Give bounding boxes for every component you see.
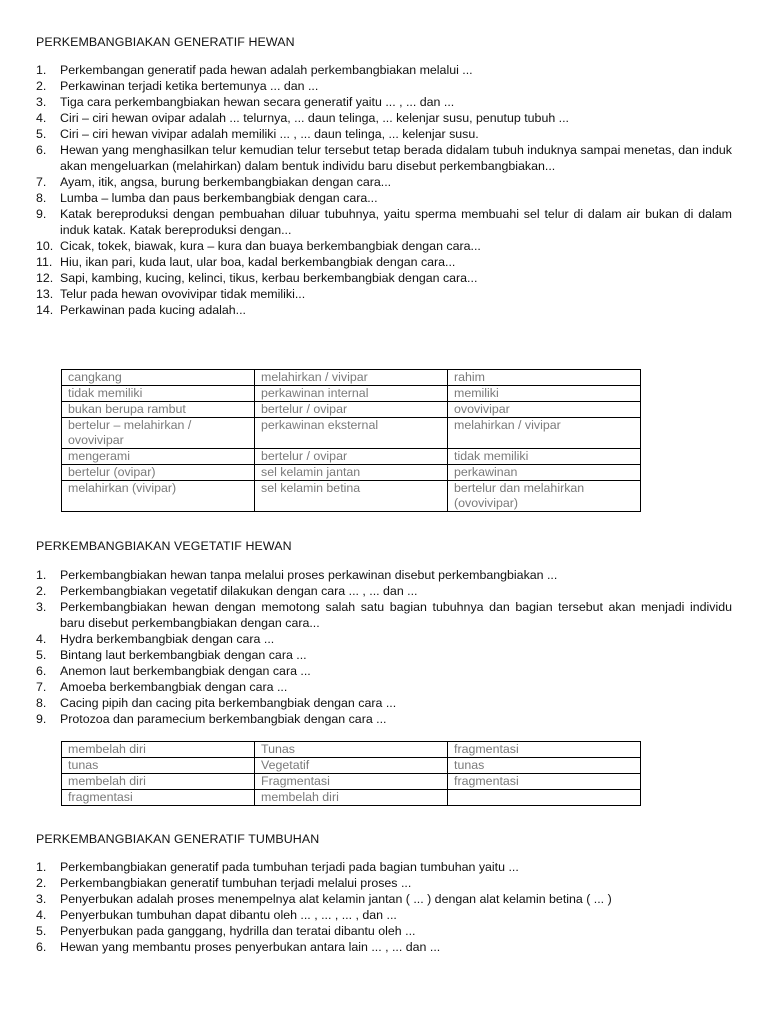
question-text: Hydra berkembangbiak dengan cara ... [60, 632, 275, 646]
question-number: 6. [36, 664, 47, 678]
table-row [62, 790, 641, 806]
question-item [36, 875, 732, 891]
question-text: Hiu, ikan pari, kuda laut, ular boa, kadal berkembangbiak dengan cara... [60, 255, 456, 269]
question-text: Protozoa dan paramecium berkembangbiak dengan cara ... [60, 712, 387, 726]
question-text: Hewan yang membantu proses penyerbukan antara lain ... , ... dan ... [60, 940, 441, 954]
table-row [62, 774, 641, 790]
question-number: 7. [36, 175, 47, 189]
question-text: Ayam, itik, angsa, burung berkembangbiakan dengan cara... [60, 175, 392, 189]
section3-question-list [36, 859, 732, 955]
question-number: 3. [36, 600, 47, 614]
question-number: 1. [36, 860, 47, 874]
question-text: Perkawinan pada kucing adalah... [60, 303, 246, 317]
question-text: Penyerbukan adalah proses menempelnya alat kelamin jantan ( ... ) dengan alat kelamin betina ( ... ) [60, 892, 612, 906]
question-item [36, 174, 732, 190]
question-text: Tiga cara perkembangbiakan hewan secara generatif yaitu ... , ... dan ... [60, 95, 455, 109]
table-cell: ovovivipar [448, 402, 641, 418]
table-row [62, 742, 641, 758]
question-text: Penyerbukan tumbuhan dapat dibantu oleh ... , ... , ... , dan ... [60, 908, 397, 922]
question-number: 2. [36, 79, 47, 93]
table-cell: mengerami [62, 449, 255, 465]
question-item [36, 567, 732, 583]
table-cell [448, 790, 641, 806]
section2-answer-table [61, 741, 641, 806]
table-cell: memiliki [448, 386, 641, 402]
table-cell: perkawinan [448, 465, 641, 481]
question-item [36, 583, 732, 599]
table-cell: Fragmentasi [255, 774, 448, 790]
question-number: 5. [36, 127, 47, 141]
table-row [62, 386, 641, 402]
question-number: 3. [36, 95, 47, 109]
question-number: 7. [36, 680, 47, 694]
question-item [36, 859, 732, 875]
question-item [36, 891, 732, 907]
section1-title: PERKEMBANGBIAKAN GENERATIF HEWAN [36, 35, 295, 49]
question-number: 10. [36, 239, 54, 253]
question-text: Perkawinan terjadi ketika bertemunya ... dan ... [60, 79, 319, 93]
table-row [62, 758, 641, 774]
table-row [62, 418, 641, 449]
question-item [36, 110, 732, 126]
question-text: Sapi, kambing, kucing, kelinci, tikus, kerbau berkembangbiak dengan cara... [60, 271, 478, 285]
question-number: 5. [36, 924, 47, 938]
question-number: 1. [36, 568, 47, 582]
section2-question-list [36, 567, 732, 727]
question-text: Perkembangbiakan generatif pada tumbuhan terjadi pada bagian tumbuhan yaitu ... [60, 860, 519, 874]
question-item [36, 62, 732, 78]
table-cell: perkawinan eksternal [255, 418, 448, 449]
table-cell: tunas [62, 758, 255, 774]
table-cell: tidak memiliki [62, 386, 255, 402]
question-number: 14. [36, 303, 54, 317]
question-text: Perkembangbiakan generatif tumbuhan terjadi melalui proses ... [60, 876, 412, 890]
section2-title: PERKEMBANGBIAKAN VEGETATIF HEWAN [36, 539, 292, 553]
question-text: Bintang laut berkembangbiak dengan cara ... [60, 648, 307, 662]
table-cell: sel kelamin jantan [255, 465, 448, 481]
question-item [36, 695, 732, 711]
table-cell: melahirkan (vivipar) [62, 481, 255, 512]
question-item [36, 647, 732, 663]
question-text: Telur pada hewan ovovivipar tidak memiliki... [60, 287, 306, 301]
question-item [36, 238, 732, 254]
question-item [36, 631, 732, 647]
question-number: 4. [36, 111, 47, 125]
question-item [36, 270, 732, 286]
question-item [36, 78, 732, 94]
question-number: 3. [36, 892, 47, 906]
table-cell: Vegetatif [255, 758, 448, 774]
question-item [36, 907, 732, 923]
table-row [62, 481, 641, 512]
question-number: 8. [36, 696, 47, 710]
question-text: Cicak, tokek, biawak, kura – kura dan buaya berkembangbiak dengan cara... [60, 239, 481, 253]
question-item [36, 190, 732, 206]
table-cell: sel kelamin betina [255, 481, 448, 512]
section3-title: PERKEMBANGBIAKAN GENERATIF TUMBUHAN [36, 832, 320, 846]
table-cell: fragmentasi [62, 790, 255, 806]
question-item [36, 302, 732, 318]
table-cell: bertelur / ovipar [255, 449, 448, 465]
question-item [36, 254, 732, 270]
question-item [36, 206, 732, 238]
table-cell: Tunas [255, 742, 448, 758]
table-cell: tunas [448, 758, 641, 774]
question-text: Lumba – lumba dan paus berkembangbiak dengan cara... [60, 191, 378, 205]
question-number: 6. [36, 143, 47, 157]
question-item [36, 679, 732, 695]
table-cell: membelah diri [62, 774, 255, 790]
question-number: 1. [36, 63, 47, 77]
table-cell: bertelur dan melahirkan (ovovivipar) [448, 481, 641, 512]
table-cell: melahirkan / vivipar [448, 418, 641, 449]
table-cell: fragmentasi [448, 742, 641, 758]
question-item [36, 126, 732, 142]
question-item [36, 939, 732, 955]
question-text: Perkembangbiakan hewan tanpa melalui proses perkawinan disebut perkembangbiakan ... [60, 568, 558, 582]
table-cell: perkawinan internal [255, 386, 448, 402]
question-item [36, 923, 732, 939]
table-cell: membelah diri [255, 790, 448, 806]
question-text: Perkembangan generatif pada hewan adalah perkembangbiakan melalui ... [60, 63, 473, 77]
question-item [36, 94, 732, 110]
question-text: Cacing pipih dan cacing pita berkembangbiak dengan cara ... [60, 696, 397, 710]
table-row [62, 370, 641, 386]
question-number: 2. [36, 876, 47, 890]
question-text: Perkembangbiakan vegetatif dilakukan dengan cara ... , ... dan ... [60, 584, 418, 598]
question-text: Amoeba berkembangbiak dengan cara ... [60, 680, 288, 694]
table-cell: fragmentasi [448, 774, 641, 790]
table-row [62, 449, 641, 465]
question-item [36, 599, 732, 631]
question-item [36, 663, 732, 679]
question-text: Anemon laut berkembangbiak dengan cara ... [60, 664, 311, 678]
question-number: 9. [36, 207, 47, 221]
question-text: Perkembangbiakan hewan dengan memotong salah satu bagian tubuhnya dan bagian tersebut akan menjadi individu baru disebut perkembangbiakan dengan cara... [60, 600, 732, 630]
question-number: 9. [36, 712, 47, 726]
question-text: Katak bereproduksi dengan pembuahan diluar tubuhnya, yaitu sperma membuahi sel telur di dalam air bukan di dalam induk katak. Katak bereproduksi dengan... [60, 207, 732, 237]
question-text: Ciri – ciri hewan vivipar adalah memiliki ... , ... daun telinga, ... kelenjar susu. [60, 127, 479, 141]
table-cell: bertelur (ovipar) [62, 465, 255, 481]
table-cell: bukan berupa rambut [62, 402, 255, 418]
table-cell: bertelur / ovipar [255, 402, 448, 418]
question-number: 11. [36, 255, 53, 269]
question-number: 6. [36, 940, 47, 954]
question-number: 5. [36, 648, 47, 662]
table-cell: bertelur – melahirkan / ovovivipar [62, 418, 255, 449]
table-cell: tidak memiliki [448, 449, 641, 465]
question-number: 4. [36, 632, 47, 646]
question-text: Hewan yang menghasilkan telur kemudian telur tersebut tetap berada didalam tubuh induknya sampai menetas, dan induk akan mengeluarkan (melahirkan) dalam bentuk individu baru disebut perkembangbiakan... [60, 143, 732, 173]
question-number: 13. [36, 287, 54, 301]
table-cell: rahim [448, 370, 641, 386]
question-number: 2. [36, 584, 47, 598]
table-row [62, 402, 641, 418]
section1-answer-table [61, 369, 641, 512]
question-text: Penyerbukan pada ganggang, hydrilla dan teratai dibantu oleh ... [60, 924, 416, 938]
question-text: Ciri – ciri hewan ovipar adalah ... telurnya, ... daun telinga, ... kelenjar susu, penutup tubuh ... [60, 111, 570, 125]
table-cell: cangkang [62, 370, 255, 386]
question-number: 8. [36, 191, 47, 205]
table-cell: melahirkan / vivipar [255, 370, 448, 386]
table-cell: membelah diri [62, 742, 255, 758]
question-item [36, 711, 732, 727]
question-item [36, 286, 732, 302]
section1-question-list [36, 62, 732, 318]
table-row [62, 465, 641, 481]
question-number: 4. [36, 908, 47, 922]
question-number: 12. [36, 271, 54, 285]
question-item [36, 142, 732, 174]
